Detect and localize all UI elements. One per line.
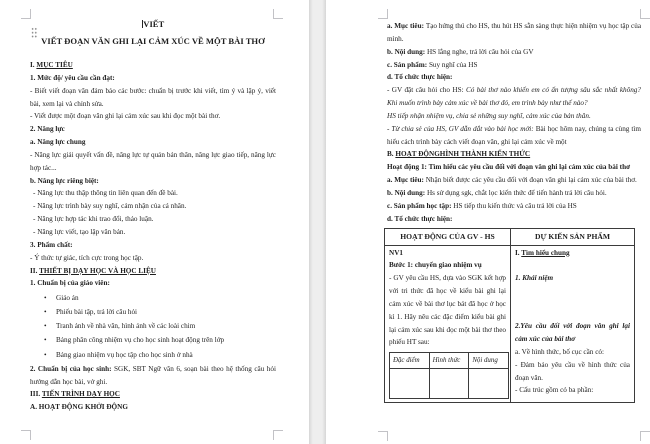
right-page-paragraphs [387, 20, 641, 226]
paragraph: B. HOẠT ĐỘNGHÌNH THÀNH KIẾN THỨC [387, 150, 531, 159]
margin-crop-mark [273, 430, 283, 440]
document-title-line2: VIẾT ĐOẠN VĂN GHI LẠI CẢM XÚC VỀ MỘT BÀI THƠ [41, 36, 265, 46]
paragraph: - Năng lực hợp tác khi trao đổi, thảo luận. [33, 215, 154, 224]
paragraph: HS tiếp nhận nhiệm vụ, chia sẻ những suy nghĩ, cảm xúc của bản thân. [387, 111, 591, 120]
paragraph: I. MỤC TIÊU [30, 61, 73, 69]
worksheet-empty-cell[interactable] [390, 369, 430, 399]
paragraph: 3. Phẩm chất: [30, 240, 73, 249]
document-page-right[interactable] [326, 0, 650, 444]
paragraph: 1. Chuẩn bị của giáo viên: [30, 279, 110, 288]
paragraph: Bước 1: chuyển giao nhiệm vụ [389, 261, 482, 270]
paragraph: b. Năng lực riêng biệt: [30, 176, 99, 185]
worksheet-empty-row [390, 369, 509, 399]
paragraph: II. THIẾT BỊ DẠY HỌC VÀ HỌC LIỆU [30, 266, 156, 275]
paragraph: - GV đặt câu hỏi cho HS: Có bài thơ nào khiến em có ấn tượng sâu sắc nhất không? Khi muốn trình bày cảm xúc về bài thơ đó, em trình bày như thế nào? [387, 86, 641, 108]
paragraph: c. Sản phẩm: Suy nghĩ của HS [387, 60, 478, 69]
paragraph: 2. Chuẩn bị của học sinh: SGK, SBT Ngữ văn 6, soạn bài theo hệ thống câu hỏi hướng dẫn học bài, vở ghi. [30, 364, 276, 386]
paragraph: A. HOẠT ĐỘNG KHỞI ĐỘNG [30, 403, 128, 412]
paragraph: III. TIẾN TRÌNH DẠY HỌC [30, 390, 120, 399]
paragraph: - Từ chia sẻ của HS, GV dẫn dắt vào bài học mới: Bài học hôm nay, chúng ta cùng tìm hiểu cách trình bày cách viết đoạn văn, ghi lại cảm xúc về một [387, 124, 642, 146]
worksheet-header-hinh-thuc: Hình thức [429, 353, 469, 369]
paragraph: c. Sản phẩm học tập: HS tiếp thu kiến thức và câu trả lời của HS [387, 201, 577, 210]
paragraph: - Biết viết đoạn văn đảm bảo các bước: chuẩn bị trước khi viết, tìm ý và lập ý, viết bài, xem lại và chỉnh sửa. [30, 86, 276, 108]
paragraph: - Viết được một đoạn văn ghi lại cảm xúc sau khi đọc một bài thơ. [30, 112, 221, 121]
paragraph: a. Mục tiêu: Nhận biết được các yêu cầu đối với đoạn văn ghi lại cảm xúc của bài thơ. [387, 176, 637, 185]
paragraph: • Tranh ảnh về nhà văn, hình ảnh về các loài chim [30, 320, 276, 333]
activity-right-cell-paragraphs [515, 247, 630, 398]
activity-table-body-row [385, 245, 635, 403]
right-page-content[interactable] [387, 20, 641, 403]
paragraph: • Bảng giao nhiệm vụ học tập cho học sinh ở nhà [30, 349, 276, 362]
margin-crop-mark [640, 9, 650, 19]
paragraph: 1. Khái niệm [515, 274, 554, 283]
paragraph: - Năng lực viết, tạo lập văn bản. [33, 227, 126, 236]
paragraph: NV1 [389, 248, 403, 257]
activity-table-header-row [385, 228, 635, 245]
worksheet-header-noi-dung: Nội dung [469, 353, 509, 369]
left-page-content[interactable] [30, 16, 276, 414]
activity-table-cell-du-kien[interactable] [511, 245, 635, 403]
worksheet-empty-cell[interactable] [429, 369, 469, 399]
paragraph: - Cấu trúc gồm có ba phần: [515, 386, 594, 395]
paragraph: b. Nội dung: HS lắng nghe, trả lời câu hỏi của GV [387, 47, 534, 56]
worksheet-empty-cell[interactable] [469, 369, 509, 399]
paragraph: 1. Mức độ/ yêu cầu cần đạt: [30, 73, 115, 82]
page-gap-divider [309, 0, 326, 444]
paragraph: I. Tìm hiểu chung [515, 248, 570, 257]
paragraph: • Giáo án [30, 292, 276, 305]
worksheet-header-dac-diem: Đặc điểm [390, 353, 430, 369]
paragraph: 2. Năng lực [30, 125, 65, 134]
paragraph: d. Tổ chức thực hiện: [387, 214, 453, 223]
paragraph: d. Tổ chức thực hiện: [387, 73, 453, 82]
paragraph: 2.Yêu cầu đối với đoạn văn ghi lại cảm xúc của bài thơ [515, 322, 630, 344]
activity-table-header-gv-hs: HOẠT ĐỘNG CỦA GV - HS [385, 228, 511, 245]
paragraph: a. Về hình thức, bố cục cần có: [515, 347, 604, 356]
paragraph: - GV yêu cầu HS, dựa vào SGK kết hợp với tri thức đã học về kiểu bài ghi lại cảm xúc về bài thơ lục bát đã học ở học kì 1. Hãy nêu các đặc điểm kiểu bài ghi lại cảm xúc sau khi đọc một bài thơ theo phiếu HT sau: [389, 274, 506, 347]
left-page-paragraphs [30, 59, 276, 414]
paragraph: - Năng lực giải quyết vấn đề, năng lực tự quản bản thân, năng lực giao tiếp, năng lực hợp tác... [30, 150, 276, 172]
paragraph: • Phiếu bài tập, trả lời câu hỏi [30, 306, 276, 319]
margin-crop-mark [21, 430, 31, 440]
document-title-block [30, 16, 276, 50]
margin-crop-mark [378, 9, 388, 19]
activity-table-header-du-kien: DỰ KIẾN SẢN PHẨM [511, 228, 635, 245]
paragraph: - Năng lực thu thập thông tin liên quan đến đề bài. [33, 189, 178, 198]
paragraph: • Bảng phân công nhiệm vụ cho học sinh hoạt động trên lớp [30, 334, 276, 347]
paragraph: Hoạt động 1: Tìm hiểu các yêu cầu đối với đoạn văn ghi lại cảm xúc của bài thơ [387, 163, 631, 172]
activity-table [384, 228, 635, 404]
paragraph: - Đảm bảo yêu cầu về hình thức của đoạn văn. [515, 360, 630, 382]
document-page-left[interactable] [0, 0, 309, 444]
paragraph: - Ý thức tự giác, tích cực trong học tập. [30, 253, 144, 262]
paragraph: b. Nội dung: Hs sử dụng sgk, chắt lọc kiến thức để tiến hành trả lời câu hỏi. [387, 188, 607, 197]
worksheet-header-row [390, 353, 509, 369]
activity-table-cell-gv-hs[interactable] [385, 245, 511, 403]
paragraph: - Năng lực trình bày suy nghĩ, cảm nhận của cá nhân. [33, 202, 187, 211]
margin-crop-mark [378, 431, 388, 441]
paragraph: a. Mục tiêu: Tạo hứng thú cho HS, thu hút HS sẵn sàng thực hiện nhiệm vụ học tập của mình. [387, 22, 642, 43]
document-title-line1: VIẾT [143, 19, 165, 29]
activity-left-cell-paragraphs [389, 247, 506, 350]
worksheet-table [389, 352, 509, 399]
margin-crop-mark [640, 431, 650, 441]
paragraph: a. Năng lực chung [30, 138, 86, 147]
